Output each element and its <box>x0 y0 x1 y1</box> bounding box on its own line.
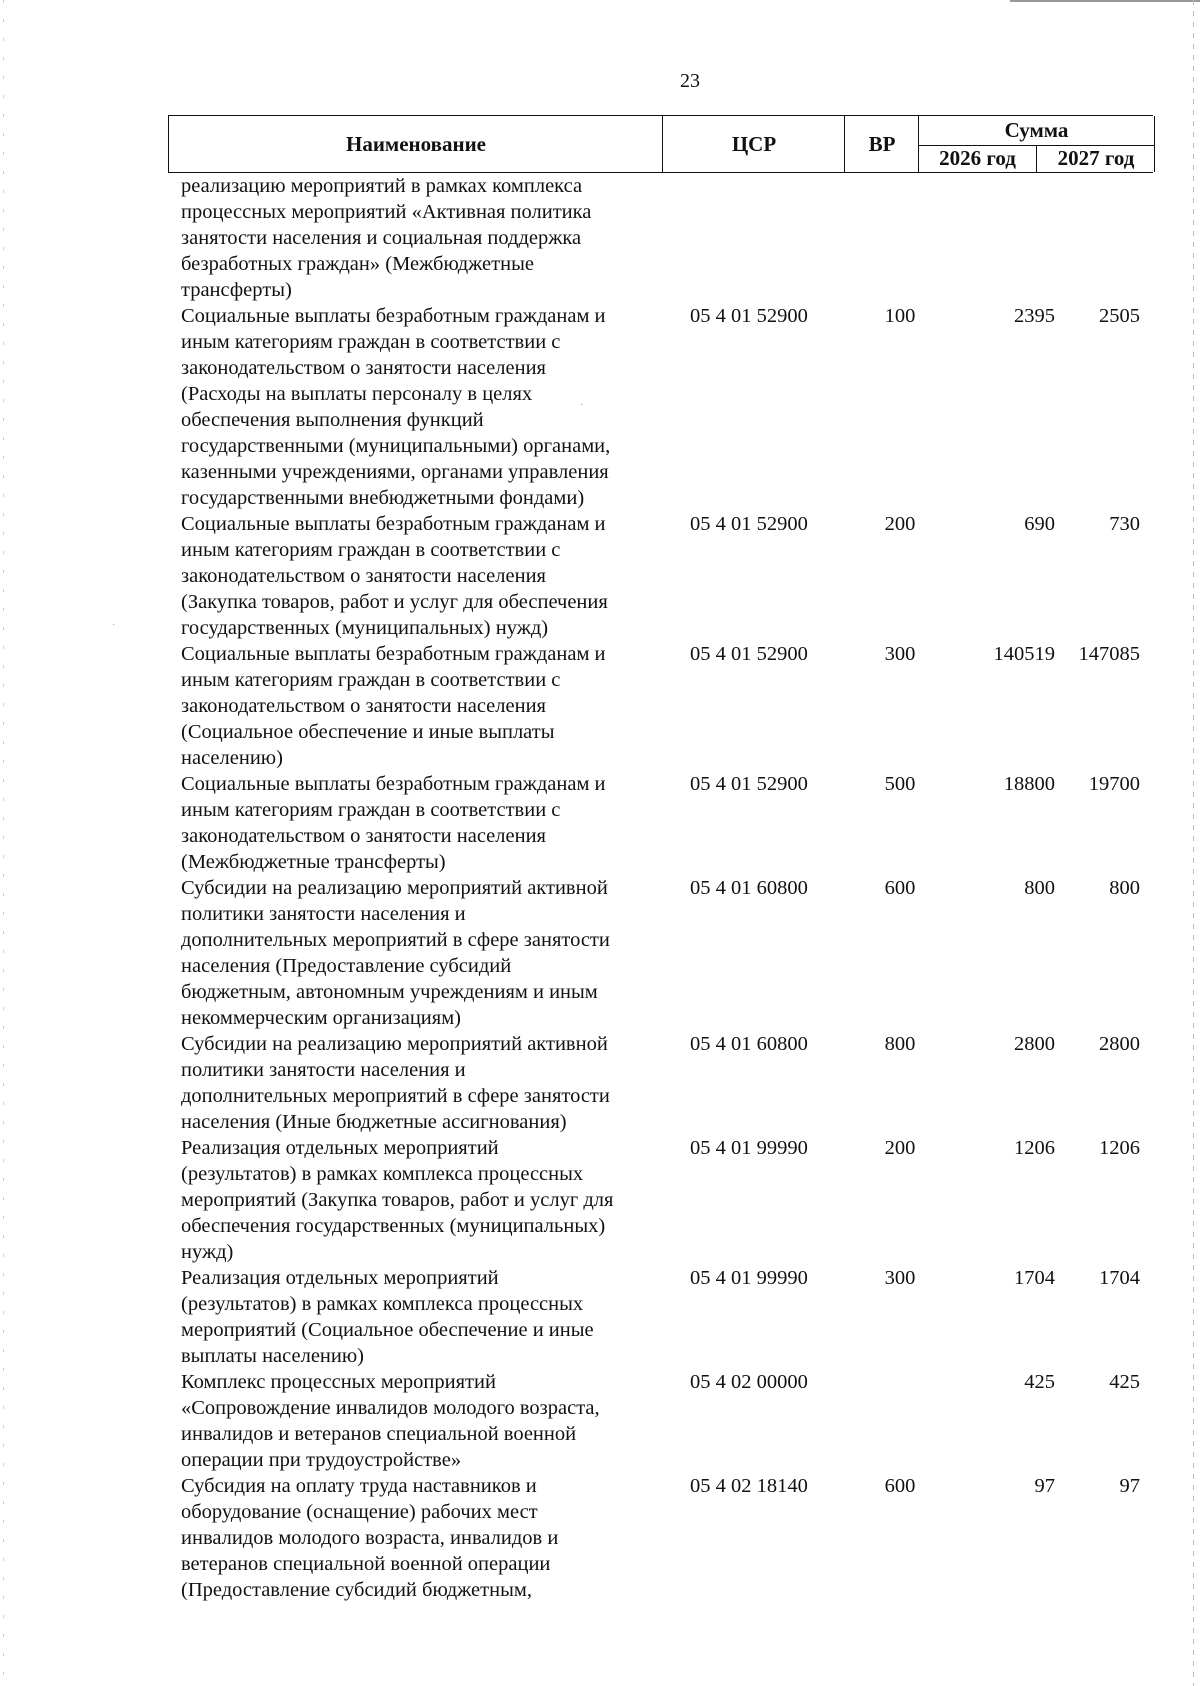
row-sum-2026: 97 <box>1034 1475 1055 1497</box>
row-csr: 05 4 01 52900 <box>690 643 808 665</box>
row-name: Социальные выплаты безработным гражданам и иным категориям граждан в соответствии с законодательством о занятости населения (Социальное обеспечение и иные выплаты населению) <box>181 643 606 769</box>
row-sum-2027: 425 <box>1109 1371 1140 1393</box>
row-sum-2027: 97 <box>1119 1475 1140 1497</box>
row-name: Субсидии на реализацию мероприятий активной политики занятости населения и дополнительных мероприятий в сфере занятости населения (Предоставление субсидий бюджетным, автономным учреждениям и иным некоммерческим организациям) <box>181 877 610 1029</box>
row-vr: 500 <box>884 773 916 795</box>
row-vr: 300 <box>884 1267 916 1289</box>
row-sum-2027: 1206 <box>1099 1137 1140 1159</box>
row-sum-2026: 2395 <box>1014 305 1055 327</box>
row-csr: 05 4 01 52900 <box>690 513 808 535</box>
row-csr: 05 4 02 18140 <box>690 1475 808 1497</box>
scan-artifact: · <box>580 400 584 411</box>
row-csr: 05 4 01 99990 <box>690 1267 808 1289</box>
scan-edge-top <box>1010 0 1200 2</box>
row-sum-2026: 1704 <box>1014 1267 1055 1289</box>
table-row <box>0 511 1200 641</box>
row-name: реализацию мероприятий в рамках комплекса процессных мероприятий «Активная политика занятости населения и социальная поддержка безработных граждан» (Межбюджетные трансферты) <box>181 175 592 301</box>
row-sum-2026: 2800 <box>1014 1033 1055 1055</box>
table-row <box>0 1135 1200 1265</box>
table-row <box>0 303 1200 511</box>
row-csr: 05 4 01 99990 <box>690 1137 808 1159</box>
row-sum-2027: 2800 <box>1099 1033 1140 1055</box>
row-vr: 100 <box>884 305 916 327</box>
table-row <box>0 771 1200 875</box>
row-sum-2027: 19700 <box>1088 773 1140 795</box>
row-csr: 05 4 01 60800 <box>690 1033 808 1055</box>
table-row <box>0 173 1200 303</box>
page-number: 23 <box>680 70 700 92</box>
row-csr: 05 4 01 52900 <box>690 305 808 327</box>
row-vr: 600 <box>884 1475 916 1497</box>
row-sum-2027: 800 <box>1109 877 1140 899</box>
row-name: Комплекс процессных мероприятий «Сопровождение инвалидов молодого возраста, инвалидов и ветеранов специальной военной операции при трудоустройстве» <box>181 1371 600 1471</box>
row-sum-2026: 800 <box>1024 877 1055 899</box>
row-name: Реализация отдельных мероприятий (результатов) в рамках комплекса процессных мероприятий (Социальное обеспечение и иные выплаты населению) <box>181 1267 594 1367</box>
table-row <box>0 875 1200 1031</box>
header-csr: ЦСР <box>662 116 845 172</box>
header-vr: ВР <box>844 116 919 172</box>
row-vr: 600 <box>884 877 916 899</box>
header-year-2027: 2027 год <box>1036 145 1155 172</box>
row-sum-2027: 730 <box>1109 513 1140 535</box>
scan-artifact: · <box>112 620 116 631</box>
table-row <box>0 1265 1200 1369</box>
row-vr: 200 <box>884 1137 916 1159</box>
row-name: Социальные выплаты безработным гражданам и иным категориям граждан в соответствии с законодательством о занятости населения (Межбюджетные трансферты) <box>181 773 606 873</box>
row-vr: 300 <box>884 643 916 665</box>
row-sum-2026: 18800 <box>1003 773 1055 795</box>
row-vr: 800 <box>884 1033 916 1055</box>
table-row <box>0 1369 1200 1473</box>
table-header <box>168 115 1153 173</box>
row-csr: 05 4 01 60800 <box>690 877 808 899</box>
row-vr: 200 <box>884 513 916 535</box>
table-body <box>0 173 1200 1603</box>
row-name: Субсидия на оплату труда наставников и оборудование (оснащение) рабочих мест инвалидов молодого возраста, инвалидов и ветеранов специальной военной операции (Предоставление субсидий бюджетным, <box>181 1475 559 1601</box>
row-sum-2027: 1704 <box>1099 1267 1140 1289</box>
row-sum-2026: 140519 <box>993 643 1055 665</box>
table-row <box>0 641 1200 771</box>
row-sum-2027: 147085 <box>1078 643 1140 665</box>
row-csr: 05 4 02 00000 <box>690 1371 808 1393</box>
row-sum-2026: 425 <box>1024 1371 1055 1393</box>
header-sum-group <box>918 116 1155 172</box>
header-year-2026: 2026 год <box>939 146 1016 170</box>
row-name: Социальные выплаты безработным гражданам и иным категориям граждан в соответствии с законодательством о занятости населения (Расходы на выплаты персоналу в целях обеспечения выполнения функций государственными (муниципальными) органами, казенными учреждениями, органами управления государственными внебюджетными фондами) <box>181 305 611 509</box>
table-row <box>0 1031 1200 1135</box>
row-sum-2026: 690 <box>1024 513 1055 535</box>
row-name: Реализация отдельных мероприятий (результатов) в рамках комплекса процессных мероприятий (Закупка товаров, работ и услуг для обеспечения государственных (муниципальных) нужд) <box>181 1137 614 1263</box>
row-csr: 05 4 01 52900 <box>690 773 808 795</box>
header-name: Наименование <box>168 116 663 172</box>
row-name: Субсидии на реализацию мероприятий активной политики занятости населения и дополнительных мероприятий в сфере занятости населения (Иные бюджетные ассигнования) <box>181 1033 610 1133</box>
table-row <box>0 1473 1200 1603</box>
row-name: Социальные выплаты безработным гражданам и иным категориям граждан в соответствии с законодательством о занятости населения (Закупка товаров, работ и услуг для обеспечения государственных (муниципальных) нужд) <box>181 513 608 639</box>
row-sum-2027: 2505 <box>1099 305 1140 327</box>
header-sum: Сумма <box>919 116 1154 146</box>
row-sum-2026: 1206 <box>1014 1137 1055 1159</box>
